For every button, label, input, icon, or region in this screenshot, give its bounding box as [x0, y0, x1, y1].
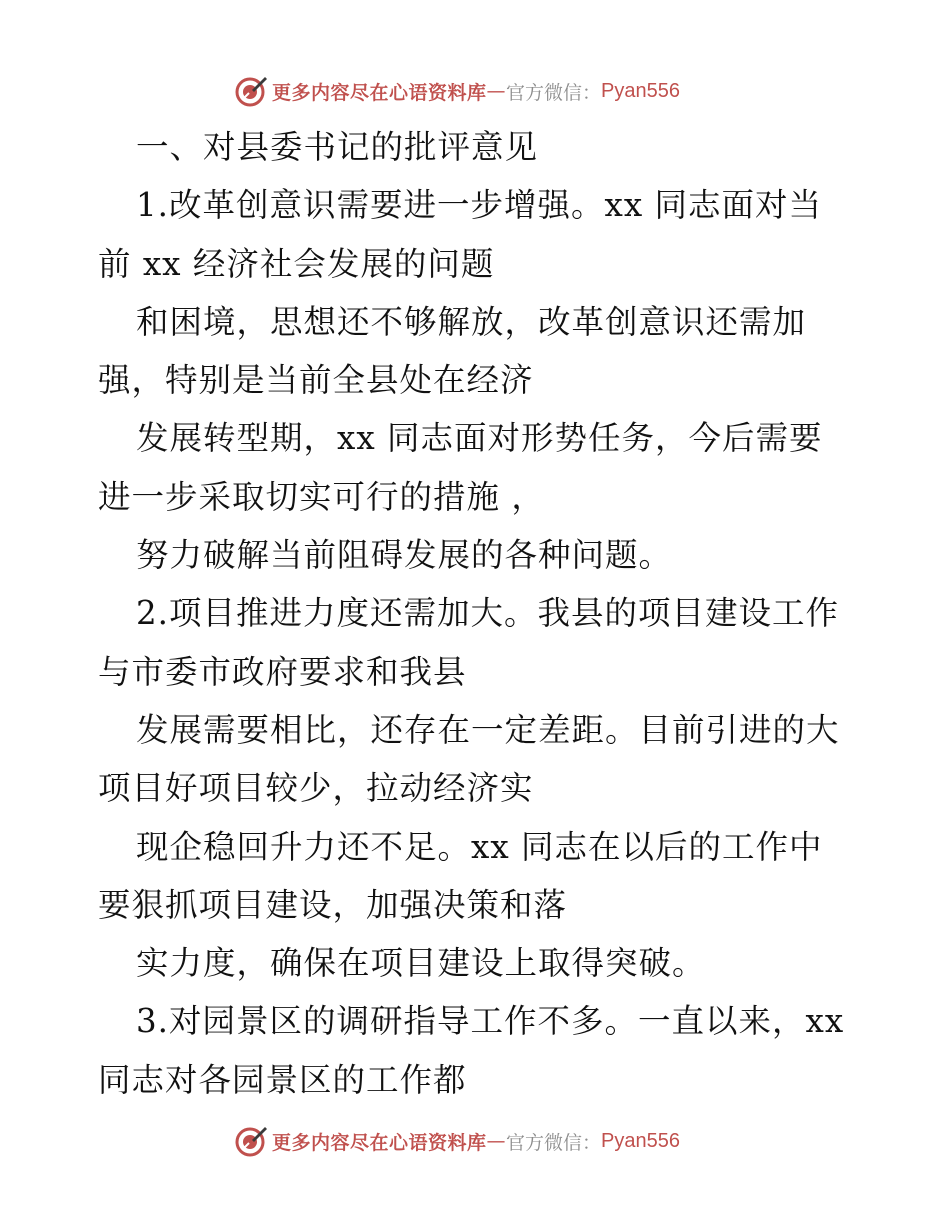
text-line: 1.改革创意识需要进一步增强。xx 同志面对当	[136, 186, 822, 225]
text-line: 发展转型期，xx 同志面对形势任务，今后需要	[136, 419, 823, 458]
text-line: 进一步采取切实可行的措施 ，	[98, 477, 545, 516]
document-body	[98, 118, 858, 1109]
text-line: 3.对园景区的调研指导工作不多。一直以来，xx	[136, 1002, 845, 1041]
text-line: 努力破解当前阻碍发展的各种问题。	[136, 536, 673, 575]
text-line: 同志对各园景区的工作都	[98, 1060, 467, 1099]
watermark-dash: —	[486, 80, 507, 102]
quill-logo-icon	[234, 1124, 268, 1158]
header-watermark	[234, 72, 680, 110]
text-line: 实力度，确保在项目建设上取得突破。	[136, 944, 706, 983]
text-line: 现企稳回升力还不足。xx 同志在以后的工作中	[136, 827, 823, 866]
quill-logo-icon	[234, 74, 268, 108]
text-line: 和困境，思想还不够解放，改革创意识还需加	[136, 302, 807, 341]
watermark-wechat-label: 官方微信：	[506, 81, 602, 104]
text-line: 与市委市政府要求和我县	[98, 652, 467, 691]
watermark-wechat-label: 官方微信：	[506, 1131, 602, 1154]
watermark-dash: —	[486, 1130, 507, 1152]
watermark-wechat-id: Pyan556	[601, 79, 680, 102]
text-line: 一、对县委书记的批评意见	[136, 128, 539, 166]
watermark-main-text: 更多内容尽在心语资料库	[272, 81, 487, 104]
text-line: 要狠抓项目建设，加强决策和落	[98, 885, 568, 924]
text-line: 2.项目推进力度还需加大。我县的项目建设工作	[136, 594, 840, 633]
footer-watermark	[234, 1122, 680, 1160]
text-line: 前 xx 经济社会发展的问题	[98, 244, 495, 283]
watermark-main-text: 更多内容尽在心语资料库	[272, 1131, 487, 1154]
text-line: 项目好项目较少，拉动经济实	[98, 769, 534, 808]
text-line: 发展需要相比，还存在一定差距。目前引进的大	[136, 710, 840, 749]
watermark-wechat-id: Pyan556	[601, 1129, 680, 1152]
text-line: 强，特别是当前全县处在经济	[98, 361, 534, 400]
